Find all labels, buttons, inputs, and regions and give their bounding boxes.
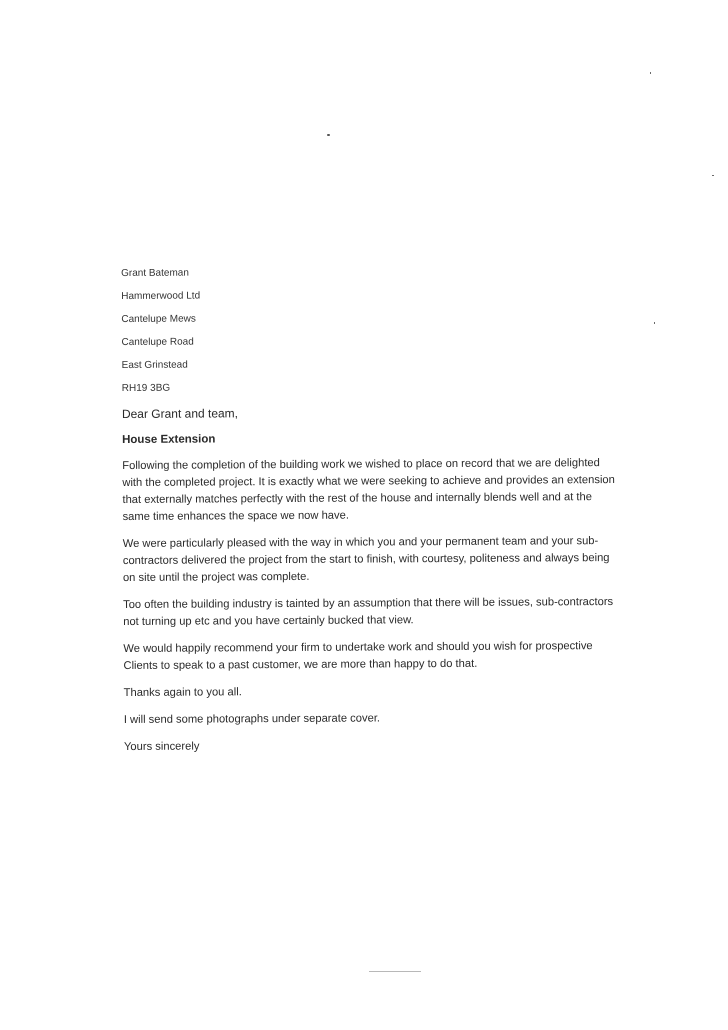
paragraph-line: Following the completion of the building work we wished to place on record that we are delighted [122, 457, 600, 472]
paragraph-line: We were particularly pleased with the way in which you and your permanent team and your sub- [122, 535, 599, 550]
recipient-postcode: RH19 3BG [121, 382, 171, 394]
thanks-line: Thanks again to you all. [123, 686, 242, 699]
paragraph-line: on site until the project was complete. [122, 570, 310, 584]
scan-footer-mark [369, 971, 421, 972]
letter-body [121, 259, 644, 756]
paragraph-line: not turning up etc and you have certainly bucked that view. [123, 614, 414, 628]
photos-note: I will send some photographs under separate cover. [123, 712, 381, 726]
paragraph-line: We would happily recommend your firm to undertake work and should you wish for prospective [123, 640, 593, 655]
scan-speck [327, 134, 330, 136]
recipient-address-block [121, 259, 642, 400]
scan-speck [654, 322, 655, 324]
paragraph-line: Clients to speak to a past customer, we are more than happy to do that. [123, 657, 478, 672]
paragraph-line: Too often the building industry is tainted by an assumption that there will be issues, sub-contractors [123, 596, 614, 611]
paragraph-line: that externally matches perfectly with the rest of the house and internally blends well and at the [122, 491, 593, 506]
scan-speck [712, 175, 714, 176]
paragraph-recommend [123, 638, 643, 675]
signoff: Yours sincerely [123, 740, 200, 753]
recipient-address-line-2: Cantelupe Road [121, 336, 194, 348]
paragraph-team [123, 533, 643, 587]
paragraph-line: with the completed project. It is exactly what we were seeking to achieve and provides an extension [122, 473, 615, 489]
subject-heading: House Extension [122, 433, 216, 446]
salutation: Dear Grant and team, [121, 406, 239, 421]
recipient-name: Grant Bateman [121, 267, 189, 279]
recipient-address-line-1: Cantelupe Mews [121, 313, 196, 325]
recipient-town: East Grinstead [121, 359, 188, 371]
paragraph-completion [122, 455, 642, 526]
paragraph-line: same time enhances the space we now have. [122, 509, 349, 523]
recipient-company: Hammerwood Ltd [121, 290, 201, 302]
paragraph-industry [123, 594, 643, 631]
paragraph-line: contractors delivered the project from the start to finish, with courtesy, politeness and always being [122, 552, 610, 567]
scan-speck [650, 72, 651, 74]
